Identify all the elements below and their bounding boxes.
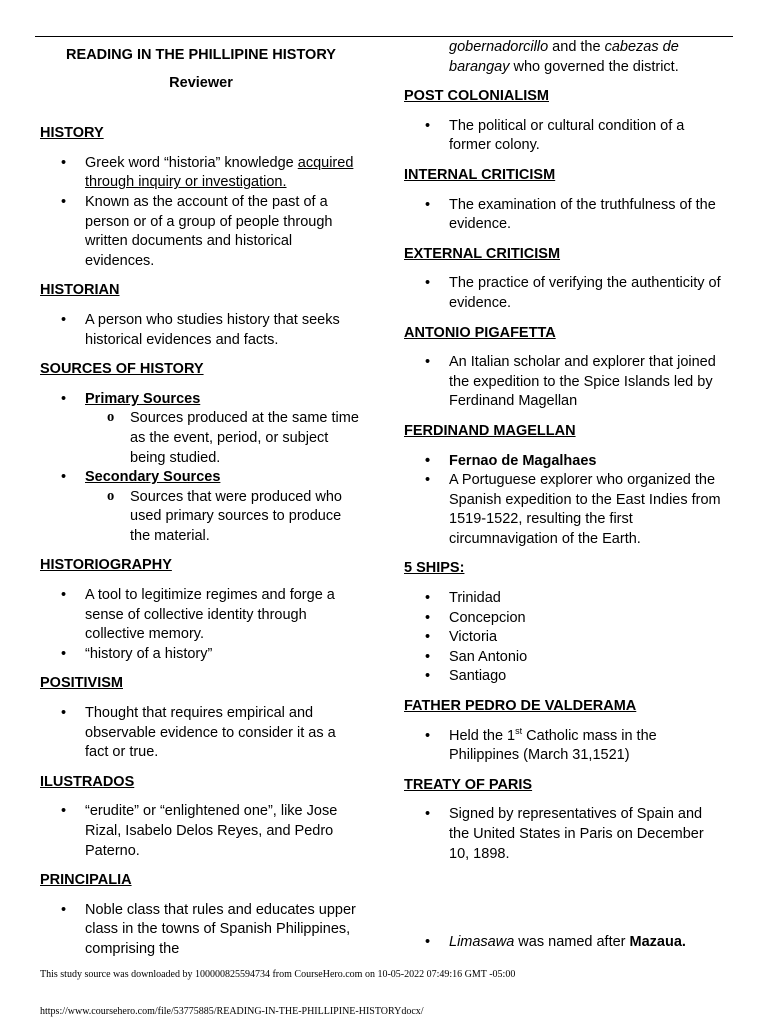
- list-item: [40, 468, 362, 546]
- list-item: • A Portuguese explorer who organized the Spanish expedition to the East Indies from 1519-1522, resulting the first circumnavigation of the Earth.: [404, 471, 726, 549]
- continuation-italic-2: cabezas de barangay: [449, 39, 679, 75]
- list-item: [40, 390, 362, 468]
- treaty-list: [404, 805, 726, 864]
- historiography-list: [40, 586, 362, 664]
- pigafetta-list: [404, 353, 726, 412]
- principalia-continuation: [404, 38, 726, 77]
- list-item: • Trinidad: [404, 589, 726, 609]
- list-item: • A tool to legitimize regimes and forge a sense of collective identity through collective memory.: [40, 586, 362, 645]
- list-item: • The examination of the truthfulness of the evidence.: [404, 196, 726, 235]
- principalia-list: [40, 901, 362, 960]
- list-item: • “history of a history”: [40, 645, 362, 665]
- heading-history: HISTORY: [40, 125, 104, 142]
- list-item: • Concepcion: [404, 609, 726, 629]
- limasawa-bold: Mazaua.: [629, 934, 686, 951]
- history-list: [40, 154, 362, 272]
- valderama-superscript: st: [515, 725, 523, 736]
- heading-positivism: POSITIVISM: [40, 675, 123, 692]
- valderama-text-a: Held the 1: [449, 727, 516, 744]
- list-item: • “erudite” or “enlightened one”, like Jose Rizal, Isabelo Delos Reyes, and Pedro Paterno.: [40, 802, 362, 861]
- top-rule: [35, 36, 733, 37]
- footer-source-url: https://www.coursehero.com/file/53775885/READING-IN-THE-PHILLIPINE-HISTORYdocx/: [40, 1006, 424, 1017]
- heading-internal-criticism: INTERNAL CRITICISM: [404, 166, 556, 183]
- history-def-a: Greek word “historia” knowledge: [85, 154, 298, 171]
- history-def-b: acquired through inquiry or investigation.: [85, 154, 354, 191]
- limasawa-italic: Limasawa: [449, 934, 515, 951]
- positivism-list: [40, 704, 362, 763]
- list-item: • Santiago: [404, 667, 726, 687]
- list-item: [404, 727, 726, 766]
- footer-download-note: This study source was downloaded by 100000825594734 from CourseHero.com on 10-05-2022 07:49:16 GMT -05:00: [40, 969, 516, 980]
- document-subtitle: Reviewer: [169, 74, 233, 91]
- primary-sources-label: Primary Sources: [85, 390, 201, 407]
- list-item: • A person who studies history that seeks historical evidences and facts.: [40, 311, 362, 350]
- secondary-sublist: [85, 488, 362, 547]
- document-title: READING IN THE PHILLIPINE HISTORY: [66, 47, 336, 63]
- sources-list: [40, 390, 362, 547]
- magellan-list: [404, 452, 726, 550]
- primary-sublist: [85, 409, 362, 468]
- heading-pigafetta: ANTONIO PIGAFETTA: [404, 324, 556, 341]
- sub-list-item: o Sources produced at the same time as the event, period, or subject being studied.: [85, 409, 362, 468]
- list-item: • The political or cultural condition of a former colony.: [404, 117, 726, 156]
- list-item: • An Italian scholar and explorer that joined the expedition to the Spice Islands led by Ferdinand Magellan: [404, 353, 726, 412]
- valderama-list: [404, 727, 726, 766]
- heading-principalia: PRINCIPALIA: [40, 872, 132, 889]
- list-item: • Victoria: [404, 628, 726, 648]
- continuation-mid: and the: [548, 39, 605, 55]
- ships-list: [404, 589, 726, 687]
- heading-historiography: HISTORIOGRAPHY: [40, 557, 172, 574]
- heading-external-criticism: EXTERNAL CRITICISM: [404, 245, 561, 262]
- secondary-sources-label: Secondary Sources: [85, 469, 221, 486]
- heading-valderama: FATHER PEDRO DE VALDERAMA: [404, 698, 637, 715]
- list-item: [40, 154, 362, 193]
- list-item: • Signed by representatives of Spain and the United States in Paris on December 10, 1898.: [404, 805, 726, 864]
- heading-magellan: FERDINAND MAGELLAN: [404, 422, 576, 439]
- list-item: • Thought that requires empirical and observable evidence to consider it as a fact or true.: [40, 704, 362, 763]
- heading-sources: SOURCES OF HISTORY: [40, 361, 204, 378]
- continuation-italic-1: gobernadorcillo: [449, 39, 549, 55]
- heading-ships: 5 SHIPS:: [404, 560, 465, 577]
- continuation-end: who governed the district.: [509, 58, 679, 75]
- list-item: [404, 933, 726, 953]
- list-item: • Known as the account of the past of a person or of a group of people through written documents and historical evidences.: [40, 193, 362, 271]
- internal-criticism-list: [404, 196, 726, 235]
- limasawa-list: [404, 933, 726, 953]
- list-item: • Fernao de Magalhaes: [404, 452, 726, 472]
- left-column: [40, 38, 362, 960]
- ilustrados-list: [40, 802, 362, 861]
- limasawa-mid: was named after: [514, 934, 630, 951]
- sub-list-item: o Sources that were produced who used primary sources to produce the material.: [85, 488, 362, 547]
- historian-list: [40, 311, 362, 350]
- valderama-text-b: Catholic mass in the Philippines (March 31,1521): [449, 727, 657, 764]
- heading-post-colonialism: POST COLONIALISM: [404, 88, 549, 105]
- right-column: [404, 38, 726, 953]
- list-item: • Noble class that rules and educates upper class in the towns of Spanish Philippines, comprising the: [40, 901, 362, 960]
- post-colonialism-list: [404, 117, 726, 156]
- list-item: • The practice of verifying the authenticity of evidence.: [404, 274, 726, 313]
- external-criticism-list: [404, 274, 726, 313]
- heading-historian: HISTORIAN: [40, 282, 120, 299]
- heading-treaty: TREATY OF PARIS: [404, 776, 533, 793]
- list-item: • San Antonio: [404, 648, 726, 668]
- heading-ilustrados: ILUSTRADOS: [40, 773, 135, 790]
